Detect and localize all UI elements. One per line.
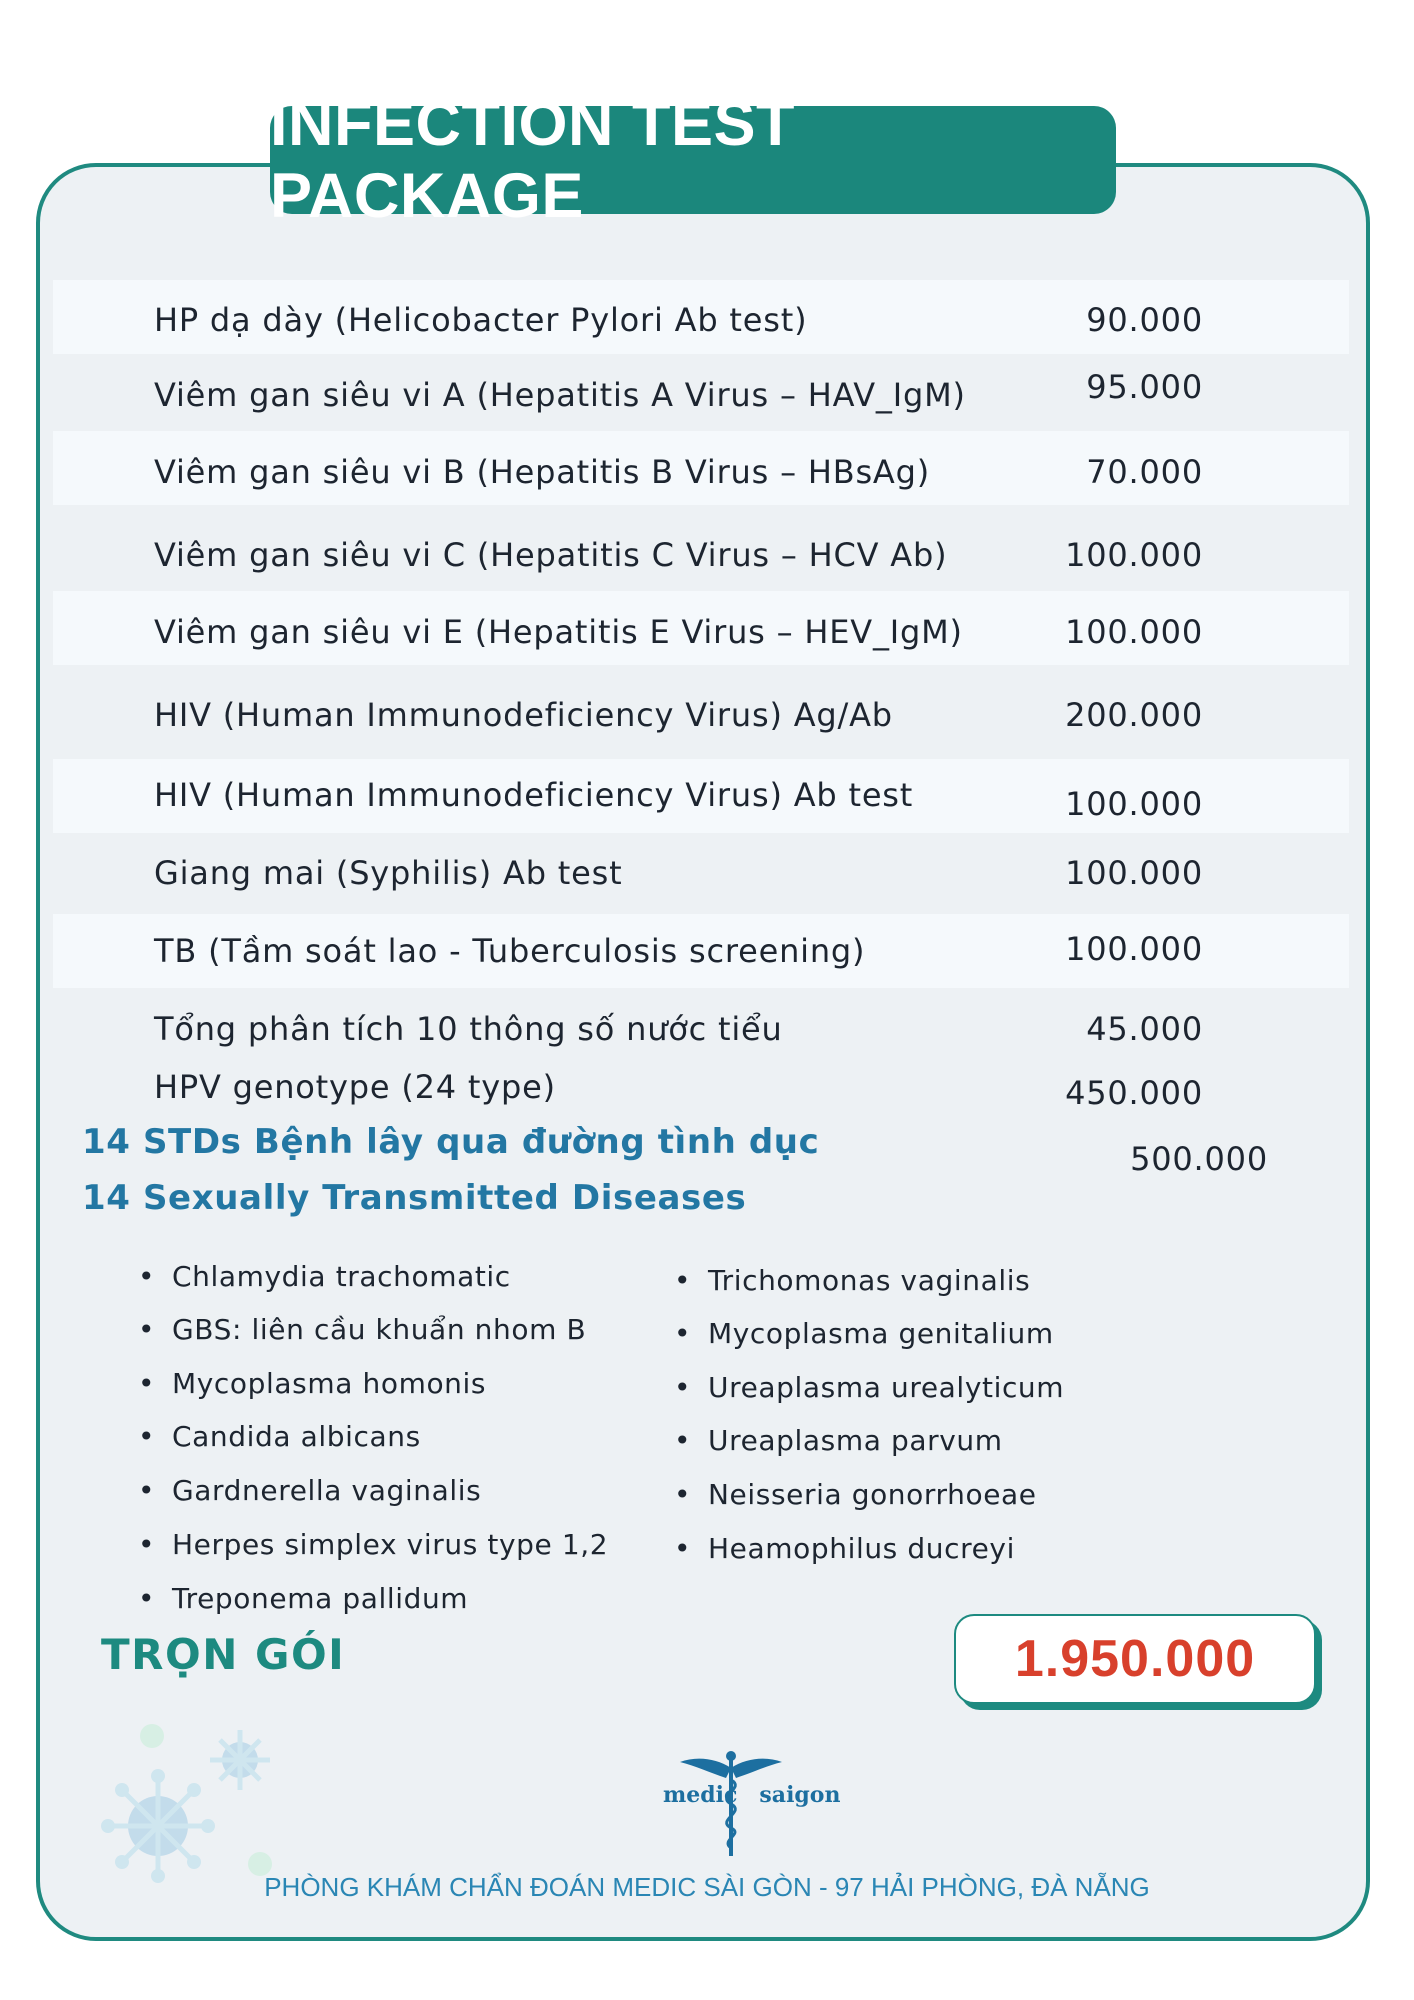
- test-price: 100.000: [1065, 536, 1203, 574]
- page-title: INFECTION TEST PACKAGE: [270, 89, 795, 231]
- logo-right: saigon: [759, 1782, 841, 1808]
- list-item: • Herpes simplex virus type 1,2: [172, 1528, 608, 1561]
- list-item: • Heamophilus ducreyi: [708, 1532, 1015, 1565]
- test-name: HIV (Human Immunodeficiency Virus) Ag/Ab: [154, 696, 893, 734]
- table-row: [53, 591, 1349, 665]
- table-row: [53, 914, 1349, 988]
- test-price: 95.000: [1086, 368, 1203, 406]
- list-item: • Candida albicans: [172, 1420, 421, 1453]
- table-row: [53, 674, 1349, 748]
- test-name: Giang mai (Syphilis) Ab test: [154, 854, 623, 892]
- package-total: 1.950.000: [1014, 1630, 1256, 1688]
- table-row: [53, 514, 1349, 588]
- total-badge: [954, 1614, 1316, 1704]
- test-name: Viêm gan siêu vi C (Hepatitis C Virus – HCV Ab): [154, 536, 948, 574]
- table-row: [53, 280, 1349, 354]
- test-price: 90.000: [1086, 301, 1203, 339]
- test-price: 100.000: [1065, 613, 1203, 651]
- test-price: 70.000: [1086, 453, 1203, 491]
- list-item: • Ureaplasma parvum: [708, 1424, 1003, 1457]
- std-price: 500.000: [1130, 1140, 1268, 1178]
- test-price: 450.000: [1065, 1074, 1203, 1112]
- test-price: 100.000: [1065, 854, 1203, 892]
- title-banner: [270, 89, 1116, 231]
- list-item: • Chlamydia trachomatic: [172, 1260, 511, 1293]
- test-name: HIV (Human Immunodeficiency Virus) Ab test: [154, 776, 914, 814]
- test-price: 200.000: [1065, 696, 1203, 734]
- test-price: 100.000: [1065, 930, 1203, 968]
- table-row: [53, 1056, 1349, 1130]
- table-row: [53, 431, 1349, 505]
- test-name: HP dạ dày (Helicobacter Pylori Ab test): [154, 301, 808, 339]
- logo: [663, 1782, 840, 1808]
- test-name: Viêm gan siêu vi A (Hepatitis A Virus – HAV_IgM): [154, 376, 966, 414]
- list-item: • GBS: liên cầu khuẩn nhom B: [172, 1313, 586, 1346]
- test-name: Tổng phân tích 10 thông số nước tiểu: [154, 1010, 783, 1048]
- footer-address: PHÒNG KHÁM CHẨN ĐOÁN MEDIC SÀI GÒN - 97 HẢI PHÒNG, ĐÀ NẴNG: [264, 1872, 1150, 1902]
- test-name: Viêm gan siêu vi E (Hepatitis E Virus – HEV_IgM): [154, 613, 963, 651]
- list-item: • Ureaplasma urealyticum: [708, 1371, 1064, 1404]
- test-name: HPV genotype (24 type): [154, 1068, 556, 1106]
- logo-left: medic: [663, 1782, 738, 1808]
- test-price: 45.000: [1086, 1010, 1203, 1048]
- test-name: Viêm gan siêu vi B (Hepatitis B Virus – HBsAg): [154, 453, 931, 491]
- list-item: • Gardnerella vaginalis: [172, 1474, 481, 1507]
- list-item: • Treponema pallidum: [172, 1582, 468, 1615]
- std-title-en: 14 Sexually Transmitted Diseases: [82, 1178, 747, 1218]
- table-row: [53, 759, 1349, 833]
- test-price: 100.000: [1065, 785, 1203, 823]
- table-row: [53, 354, 1349, 428]
- list-item: • Neisseria gonorrhoeae: [708, 1478, 1037, 1511]
- package-label: TRỌN GÓI: [101, 1630, 346, 1679]
- test-name: TB (Tầm soát lao - Tuberculosis screening): [154, 932, 866, 970]
- table-row: [53, 836, 1349, 910]
- list-item: • Mycoplasma genitalium: [708, 1317, 1054, 1350]
- std-title-vi: 14 STDs Bệnh lây qua đường tình dục: [82, 1122, 820, 1162]
- list-item: • Mycoplasma homonis: [172, 1367, 486, 1400]
- list-item: • Trichomonas vaginalis: [708, 1264, 1030, 1297]
